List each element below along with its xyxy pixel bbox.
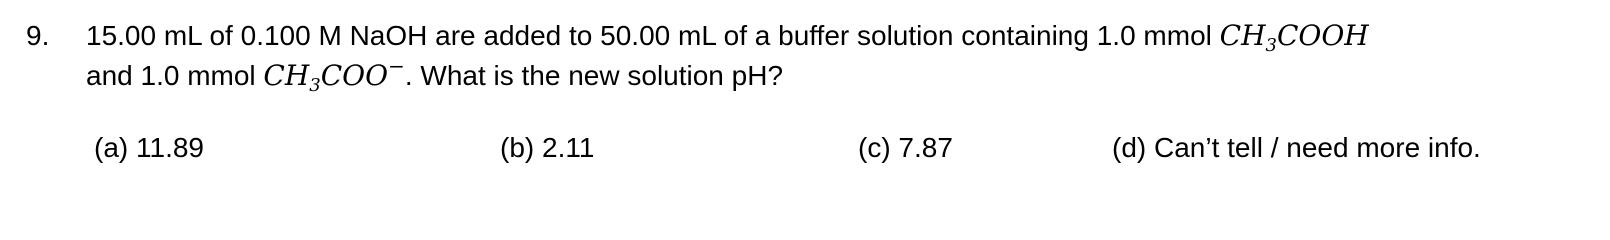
formula-part: CH [1219,19,1266,52]
acetate-formula [263,54,405,96]
question-text-line-1: 15.00 mL of 0.100 M NaOH are added to 50.00 mL of a buffer solution containing 1.0 mmol [86,20,1220,51]
question-number: 9. [26,20,50,51]
choice-a[interactable]: (a) 11.89 [94,132,204,163]
acetic-acid-formula [1219,19,1369,56]
formula-superscript: − [388,54,405,78]
formula-subscript: 3 [309,75,321,96]
formula-part: COO [320,59,389,92]
question-line-2 [86,54,784,96]
formula-part: CH [263,59,310,92]
question-text-line-2-suffix: . What is the new solution pH? [404,60,784,91]
choice-d[interactable]: (d) Can’t tell / need more info. [1112,132,1481,163]
choice-c[interactable]: (c) 7.87 [858,132,953,163]
choice-b[interactable]: (b) 2.11 [500,132,595,163]
question-line-1 [86,18,1369,54]
question-text-line-2-prefix: and 1.0 mmol [86,60,264,91]
formula-part: COOH [1276,19,1369,52]
formula-subscript: 3 [1265,35,1277,56]
